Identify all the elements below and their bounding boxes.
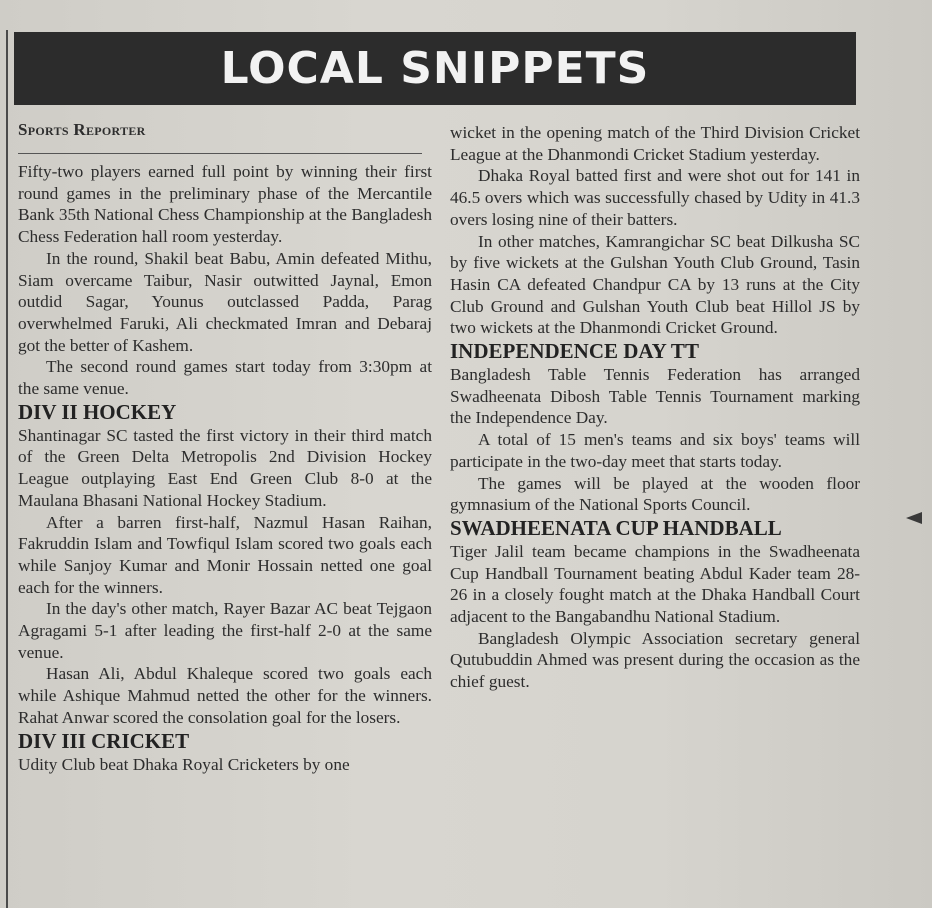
cricket-paragraph-1-cont: wicket in the opening match of the Third Division Cricket League at the Dhanmondi Cricket Stadium yesterday. <box>450 123 860 164</box>
cricket-paragraph-2: Dhaka Royal batted first and were shot out for 141 in 46.5 overs which was successfully chased by Udity in 41.3 overs losing nine of their batters. <box>450 166 860 229</box>
tt-paragraph-1: Bangladesh Table Tennis Federation has arranged Swadheenata Dibosh Table Tennis Tournament marking the Independence Day. <box>450 365 860 428</box>
hockey-heading: DIV II HOCKEY <box>18 399 177 424</box>
hockey-paragraph-2: After a barren first-half, Nazmul Hasan Raihan, Fakruddin Islam and Towfiqul Islam scored two goals each while Sanjoy Kumar and Monir Hossain netted one goal each for the winners. <box>18 512 432 597</box>
fold-mark <box>906 512 922 524</box>
byline-divider <box>18 153 422 154</box>
byline: Sports Reporter <box>18 120 146 139</box>
hockey-paragraph-1: Shantinagar SC tasted the first victory in their third match of the Green Delta Metropolis 2nd Division Hockey League outplaying East End Green Club 8-0 at the Maulana Bhasani National Hockey Stadium. <box>18 425 432 510</box>
section-banner <box>14 32 856 105</box>
chess-paragraph-1: Fifty-two players earned full point by winning their first round games in the preliminary phase of the Mercantile Bank 35th National Chess Championship at the Bangladesh Chess Federation hall room yesterday. <box>18 162 432 247</box>
tt-heading: INDEPENDENCE DAY TT <box>450 339 699 364</box>
column-right <box>450 122 860 693</box>
cricket-heading: DIV III CRICKET <box>18 728 190 753</box>
chess-paragraph-2: In the round, Shakil beat Babu, Amin defeated Mithu, Siam overcame Taibur, Nasir outwitted Jaynal, Emon outdid Sagar, Younus outclassed Padda, Parag overwhelmed Faruki, Ali checkmated Imran and Debaraj got the better of Kashem. <box>18 248 432 355</box>
section-title: LOCAL SNIPPETS <box>220 43 650 94</box>
handball-heading: SWADHEENATA CUP HANDBALL <box>450 515 782 540</box>
column-left <box>18 161 432 775</box>
hockey-paragraph-3: In the day's other match, Rayer Bazar AC beat Tejgaon Agragami 5-1 after leading the first-half 2-0 at the same venue. <box>18 599 432 662</box>
cricket-paragraph-3: In other matches, Kamrangichar SC beat Dilkusha SC by five wickets at the Gulshan Youth Club Ground, Tasin Hasin CA defeated Chandpur CA by 13 runs at the City Club Ground and Gulshan Youth Club beat Hillol JS by two wickets at the Dhanmondi Cricket Ground. <box>450 231 860 338</box>
tt-paragraph-3: The games will be played at the wooden floor gymnasium of the National Sports Council. <box>450 473 860 515</box>
hockey-paragraph-4: Hasan Ali, Abdul Khaleque scored two goals each while Ashique Mahmud netted the other for the winners. Rahat Anwar scored the consolation goal for the losers. <box>18 664 432 727</box>
chess-paragraph-3: The second round games start today from 3:30pm at the same venue. <box>18 357 432 399</box>
column-rule <box>6 30 8 908</box>
handball-paragraph-1: Tiger Jalil team became champions in the Swadheenata Cup Handball Tournament beating Abdul Kader team 28-26 in a closely fought match at the Dhaka Handball Court adjacent to the Bangabandhu National Stadium. <box>450 541 860 627</box>
handball-paragraph-2: Bangladesh Olympic Association secretary general Qutubuddin Ahmed was present during the occasion as the chief guest. <box>450 628 860 692</box>
cricket-paragraph-1-start: Udity Club beat Dhaka Royal Cricketers by one <box>18 754 350 774</box>
tt-paragraph-2: A total of 15 men's teams and six boys' teams will participate in the two-day meet that starts today. <box>450 430 860 471</box>
